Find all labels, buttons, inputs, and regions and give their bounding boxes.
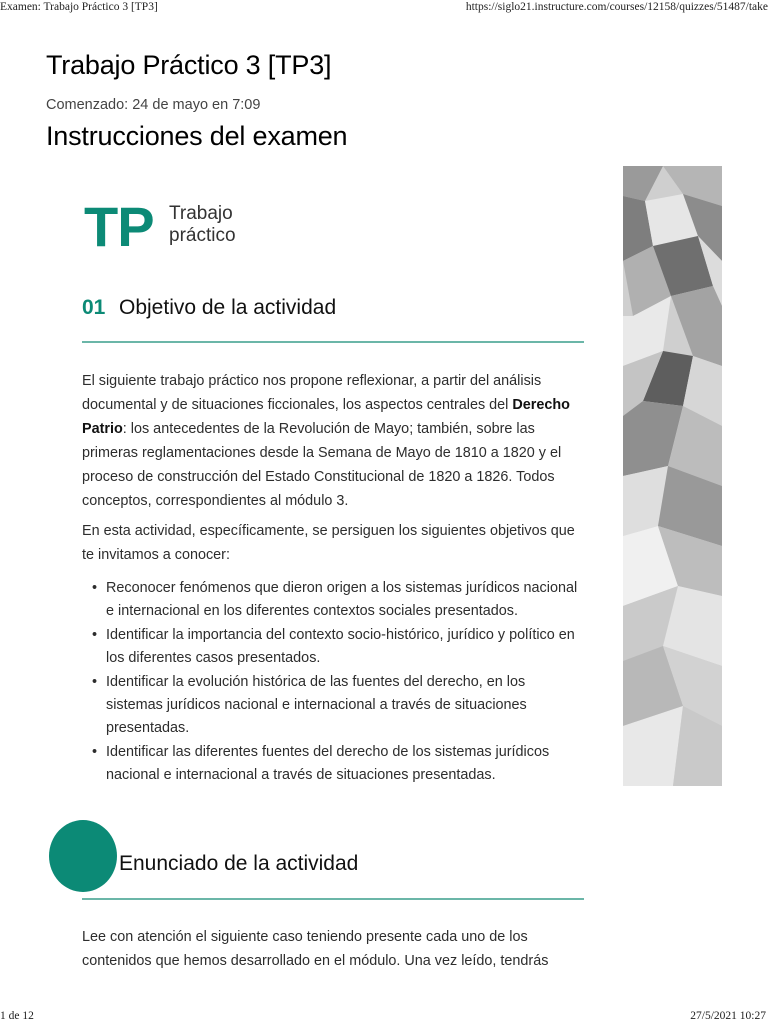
tp-badge-letters: TP bbox=[84, 195, 154, 258]
list-item-text: Identificar la importancia del contexto socio-histórico, jurídico y político en los diferentes casos presentados. bbox=[106, 626, 575, 667]
print-header-url[interactable]: https://siglo21.instructure.com/courses/12158/quizzes/51487/take bbox=[465, 1, 768, 13]
tp-badge bbox=[84, 197, 284, 257]
list-item bbox=[82, 671, 584, 741]
objectives-list bbox=[82, 577, 584, 788]
print-footer bbox=[0, 1008, 768, 1024]
bullet-icon: • bbox=[92, 743, 98, 760]
list-item bbox=[82, 577, 584, 624]
print-datetime: 27/5/2021 10:27 bbox=[690, 1010, 766, 1022]
objective-text-start: El siguiente trabajo práctico nos propone reflexionar, a partir del análisis documental y de situaciones ficcionales, los aspectos centrales del bbox=[82, 373, 542, 413]
tp-badge-line2: práctico bbox=[169, 225, 236, 246]
statement-paragraph: Lee con atención el siguiente caso teniendo presente cada uno de los contenidos que hemos desarrollado en el módulo. Una vez leído, tendrás bbox=[82, 929, 549, 969]
print-header-title: Examen: Trabajo Práctico 3 [TP3] bbox=[0, 1, 158, 13]
section-number: 01 bbox=[82, 296, 106, 319]
list-item bbox=[82, 624, 584, 671]
tp-badge-label bbox=[169, 203, 236, 247]
list-item-text: Identificar la evolución histórica de las fuentes del derecho, en los sistemas jurídicos nacional e internacional a través de situaciones presentadas. bbox=[106, 673, 527, 737]
started-timestamp: Comenzado: 24 de mayo en 7:09 bbox=[46, 97, 261, 113]
section-circle-icon bbox=[49, 820, 117, 892]
page-counter: 1 de 12 bbox=[0, 1010, 34, 1022]
section-title-objective: Objetivo de la actividad bbox=[119, 296, 337, 319]
section-divider bbox=[82, 898, 584, 900]
objective-paragraph bbox=[82, 369, 584, 513]
bullet-icon: • bbox=[92, 580, 98, 596]
objectives-intro-paragraph: En esta actividad, específicamente, se persiguen los siguientes objetivos que te invitamos a conocer: bbox=[82, 523, 575, 563]
list-item-text: Reconocer fenómenos que dieron origen a los sistemas jurídicos nacional e internacional en los diferentes contextos sociales presentados. bbox=[106, 580, 578, 620]
instructions-heading: Instrucciones del examen bbox=[46, 121, 348, 151]
bullet-icon: • bbox=[92, 626, 98, 643]
section-divider bbox=[82, 341, 584, 343]
list-item-text: Identificar las diferentes fuentes del derecho de los sistemas jurídicos nacional e internacional a través de situaciones presentadas. bbox=[106, 743, 550, 784]
page-title: Trabajo Práctico 3 [TP3] bbox=[46, 50, 332, 80]
print-header bbox=[0, 0, 768, 16]
list-item bbox=[82, 741, 584, 788]
architecture-image-icon bbox=[623, 166, 722, 786]
objective-text-end: : los antecedentes de la Revolución de Mayo; también, sobre las primeras reglamentaciones desde la Semana de Mayo de 1810 a 1820 y el proceso de construcción del Estado Constitucional de 1820 a 1826. Todos conceptos, correspondientes al módulo 3. bbox=[82, 421, 562, 509]
bullet-icon: • bbox=[92, 673, 98, 690]
objective-text-bold: Derecho Patrio bbox=[82, 397, 570, 437]
tp-badge-line1: Trabajo bbox=[169, 203, 233, 224]
section-title-statement: Enunciado de la actividad bbox=[119, 852, 359, 875]
decorative-side-image bbox=[623, 166, 722, 786]
